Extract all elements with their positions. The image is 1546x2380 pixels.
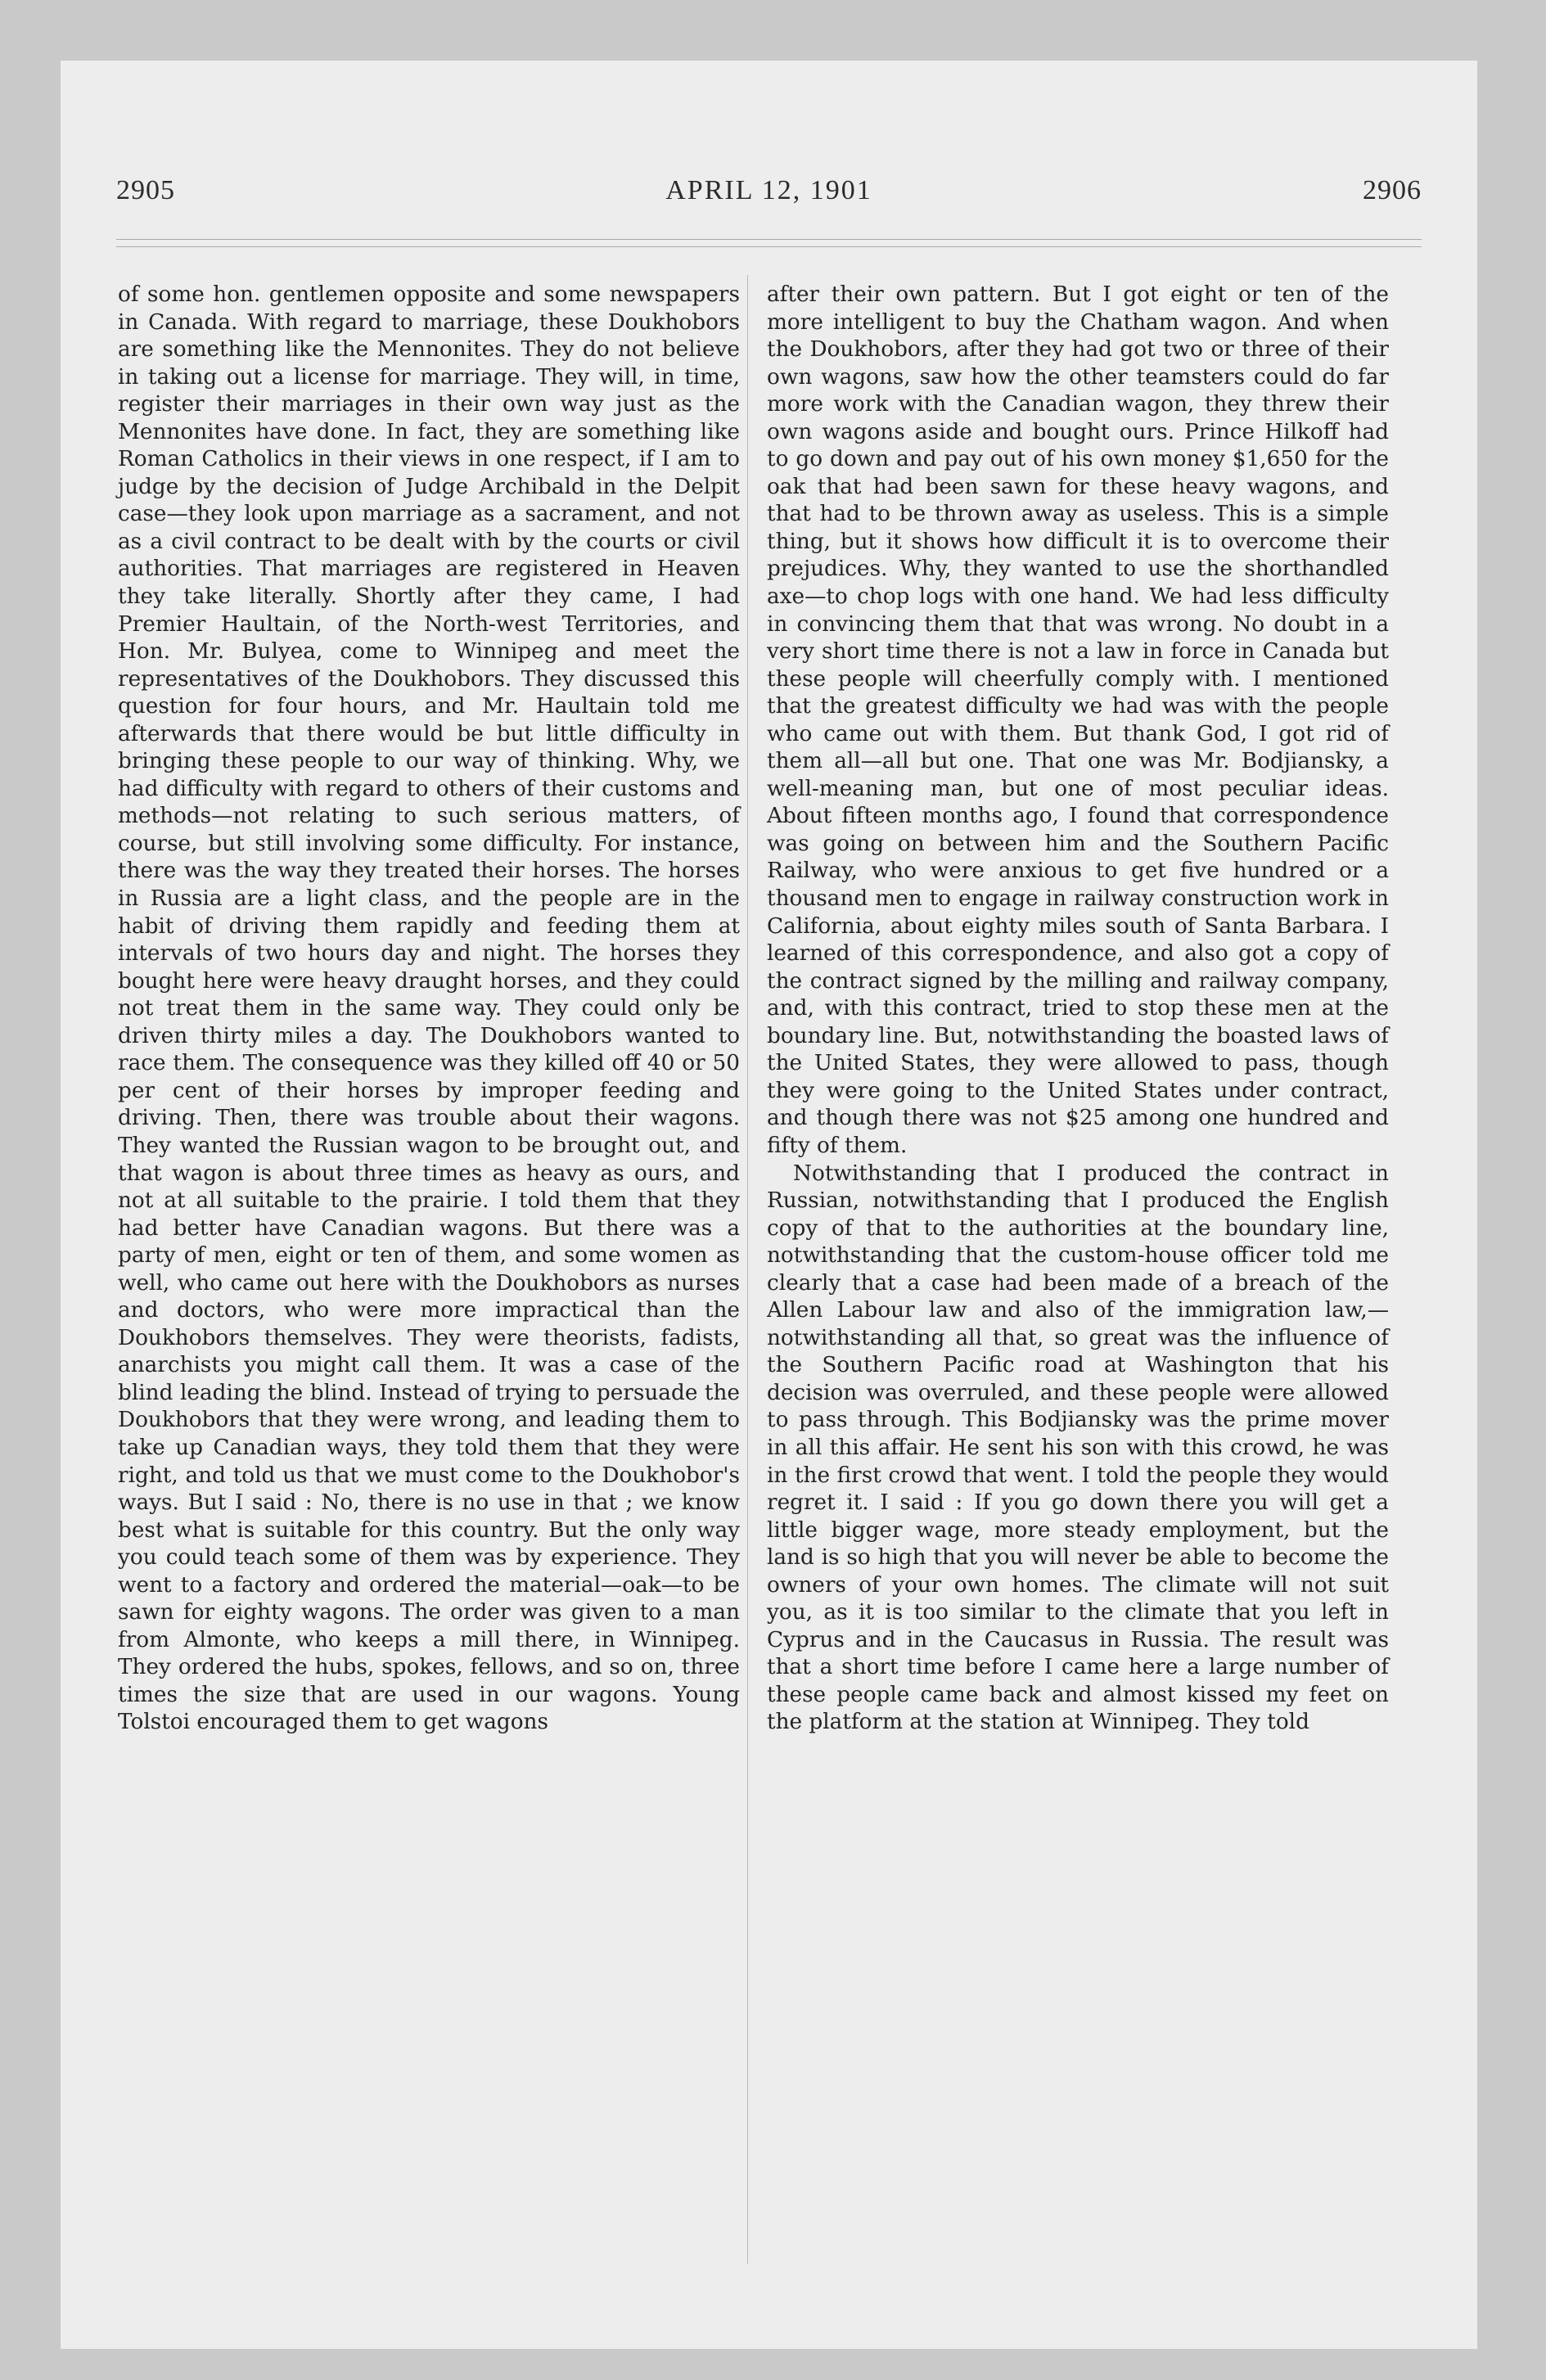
paragraph: after their own pattern. But I got eight or ten of the more intelligent to buy the Chatham wagon. And when the Doukhobors, after they had got two or three of their own wagons, saw how the other teamsters could do far more work with the Canadian wagon, they threw their own wagons aside and bought ours. Prince Hilkoff had to go down and pay out of his own money $1,650 for the oak that had been sawn for these heavy wagons, and that had to be thrown away as useless. This is a simple thing, but it shows how difficult it is to overcome their prejudices. Why, they wanted to use the shorthandled axe—to chop logs with one hand. We had less difficulty in convincing them that that was wrong. No doubt in a very short time there is not a law in force in Canada but these people will cheerfully comply with. I mentioned that the greatest difficulty we had was with the people who came out with them. But thank God, I got rid of them all—all but one. That one was Mr. Bodjiansky, a well-meaning man, but one of most peculiar ideas. About fifteen months ago, I found that correspondence was going on between him and the Southern Pacific Railway, who were anxious to get five hundred or a thousand men to engage in railway construction work in California, about eighty miles south of Santa Barbara. I learned of this correspondence, and also got a copy of the contract signed by the milling and railway company, and, with this contract, tried to stop these men at the boundary line. But, notwithstanding the boasted laws of the United States, they were allowed to pass, though they were going to the United States under contract, and though there was not $25 among one hundred and fifty of them. [767,282,1389,1158]
page-number-right: 2906 [1363,175,1422,205]
page-date: APRIL 12, 1901 [665,175,872,205]
header-rule-top [116,239,1422,240]
right-column [767,282,1389,1737]
page-header [116,175,1422,224]
left-column [118,282,740,1737]
paragraph: of some hon. gentlemen opposite and some newspapers in Canada. With regard to marriage, these Doukhobors are something like the Mennonites. They do not believe in taking out a license for marriage. They will, in time, register their marriages in their own way just as the Mennonites have done. In fact, they are something like Roman Catholics in their views in one respect, if I am to judge by the decision of Judge Archibald in the Delpit case—they look upon marriage as a sacrament, and not as a civil contract to be dealt with by the courts or civil authorities. That marriages are registered in Heaven they take literally. Shortly after they came, I had Premier Haultain, of the North-west Territories, and Hon. Mr. Bulyea, come to Winnipeg and meet the representatives of the Doukhobors. They discussed this question for four hours, and Mr. Haultain told me afterwards that there would be but little difficulty in bringing these people to our way of thinking. Why, we had difficulty with regard to others of their customs and methods—not relating to such serious matters, of course, but still involving some difficulty. For instance, there was the way they treated their horses. The horses in Russia are a light class, and the people are in the habit of driving them rapidly and feeding them at intervals of two hours day and night. The horses they bought here were heavy draught horses, and they could not treat them in the same way. They could only be driven thirty miles a day. The Doukhobors wanted to race them. The consequence was they killed off 40 or 50 per cent of their horses by improper feeding and driving. Then, there was trouble about their wagons. They wanted the Russian wagon to be brought out, and that wagon is about three times as heavy as ours, and not at all suitable to the prairie. I told them that they had better have Canadian wagons. But there was a party of men, eight or ten of them, and some women as well, who came out here with the Doukhobors as nurses and doctors, who were more impractical than the Doukhobors themselves. They were theorists, fadists, anarchists you might call them. It was a case of the blind leading the blind. Instead of trying to persuade the Doukhobors that they were wrong, and leading them to take up Canadian ways, they told them that they were right, and told us that we must come to the Doukhobor's ways. But I said : No, there is no use in that ; we know best what is suitable for this country. But the only way you could teach some of them was by experience. They went to a factory and ordered the material—oak—to be sawn for eighty wagons. The order was given to a man from Almonte, who keeps a mill there, in Winnipeg. They ordered the hubs, spokes, fellows, and so on, three times the size that are used in our wagons. Young Tolstoi encouraged them to get wagons [118,282,740,1735]
paragraph: Notwithstanding that I produced the contract in Russian, notwithstanding that I produced the English copy of that to the authorities at the boundary line, notwithstanding that the custom-house officer told me clearly that a case had been made of a breach of the Allen Labour law and also of the immigration law,—notwithstanding all that, so great was the influence of the Southern Pacific road at Washington that his decision was overruled, and these people were allowed to pass through. This Bodjiansky was the prime mover in all this affair. He sent his son with this crowd, he was in the first crowd that went. I told the people they would regret it. I said : If you go down there you will get a little bigger wage, more steady employment, but the land is so high that you will never be able to become the owners of your own homes. The climate will not suit you, as it is too similar to the climate that you left in Cyprus and in the Caucasus in Russia. The result was that a short time before I came here a large number of these people came back and almost kissed my feet on the platform at the station at Winnipeg. They told [767,1161,1389,1735]
column-divider [747,275,748,2264]
page-number-left: 2905 [116,175,175,205]
header-rule-bottom [116,246,1422,247]
hansard-page [61,61,1477,2349]
